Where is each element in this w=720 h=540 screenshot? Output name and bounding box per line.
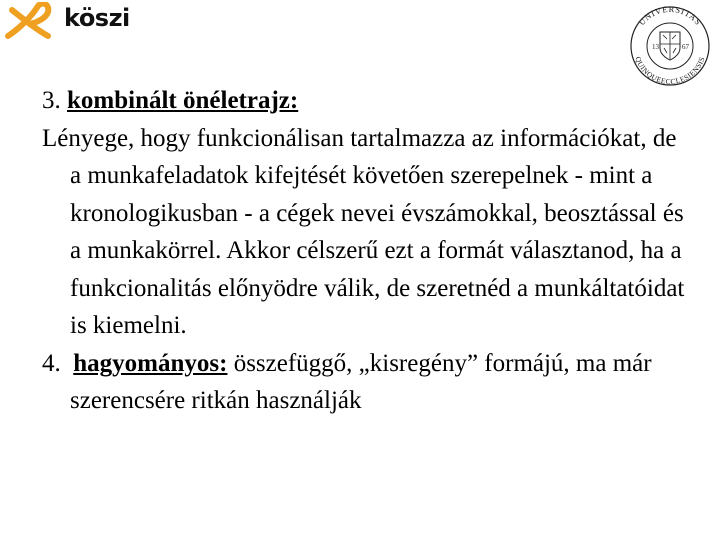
item-3-number: 3. <box>42 87 61 114</box>
item-4 <box>42 345 692 420</box>
svg-text:UNIVERSITAS <box>636 4 703 27</box>
item-3-term: kombinált önéletrajz: <box>67 87 299 114</box>
university-seal <box>624 2 716 86</box>
item-4-number: 4. <box>42 349 61 377</box>
seal-year-right: 67 <box>682 43 689 51</box>
university-seal-icon <box>624 2 716 86</box>
heart-x-logo-icon <box>2 2 60 42</box>
logo-text: köszi <box>64 4 130 32</box>
item-4-rest: összefüggő, „kisregény” formájú, ma már szerencsére ritkán használják <box>70 349 652 414</box>
seal-year-left: 13 <box>652 43 659 51</box>
seal-text-bottom: QUINQUEECCLESIENSIS <box>633 55 707 86</box>
seal-text-top: UNIVERSITAS <box>636 3 704 28</box>
item-3-heading <box>42 82 692 120</box>
slide-content <box>42 82 692 420</box>
brand-logo <box>0 0 140 44</box>
item-3-body: Lényege, hogy funkcionálisan tartalmazza az információkat, de a munkafeladatok kifejtését követően szerepelnek - mint a kronologikusban - a cégek nevei évszámokkal, beosztással és a munkakörrel. Akkor célszerű ezt a formát választanod, ha a funkcionalitás előnyödre válik, de szeretnéd a munkáltatóidat is kiemelni. <box>42 124 685 339</box>
item-4-term: hagyományos: <box>73 349 228 377</box>
